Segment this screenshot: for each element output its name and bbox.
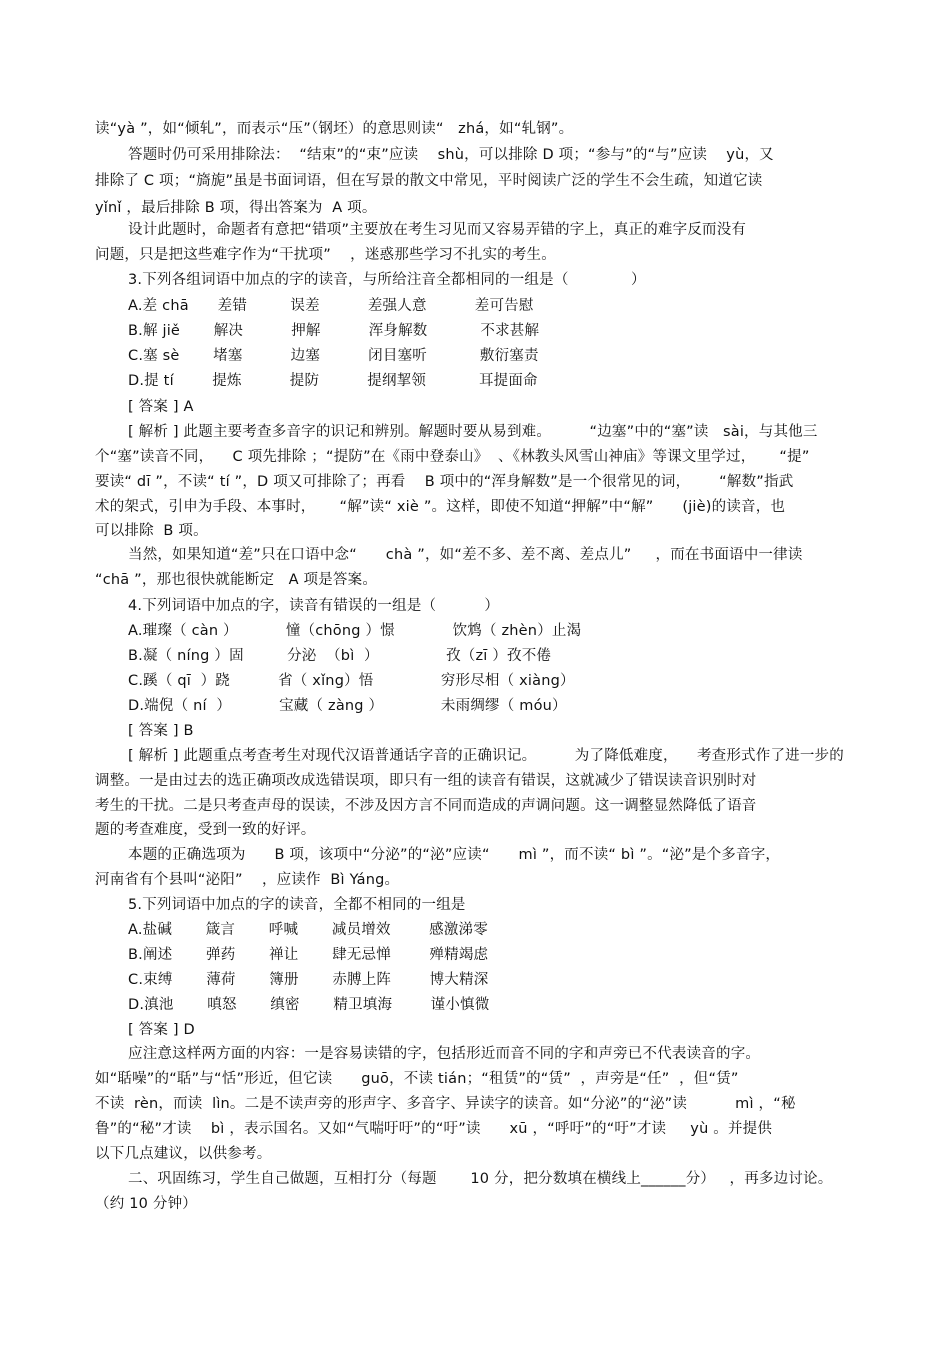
question-3-option-d: D.提 tí 提炼 提防 提纲挈领 耳提面命: [128, 373, 538, 389]
question-3-answer: [ 答案 ] A: [128, 399, 194, 415]
question-3-option-a: A.差 chā 差错 误差 差强人意 差可告慰: [128, 298, 534, 314]
text-line: “chā ”，那也很快就能断定 A 项是答案。: [95, 572, 378, 588]
text-line: 问题，只是把这些难字作为“干扰项” ，迷惑那些学习不扎实的考生。: [95, 247, 556, 263]
text-line: 河南省有个县叫“泌阳” ，应读作 Bì Yáng。: [95, 872, 400, 888]
text-line: 排除了 C 项；“旖旎”虽是书面词语，但在写景的散文中常见，平时阅读广泛的学生不会生疏，知道它读: [95, 173, 763, 189]
question-4-option-b: B.凝（ níng ）固 分泌 （bì ） 孜（zī ）孜不倦: [128, 648, 552, 664]
question-4-stem: 4.下列词语中加点的字，读音有错误的一组是（ ）: [128, 598, 500, 614]
text-line: 答题时仍可采用排除法： “结束”的“束”应读 shù，可以排除 D 项；“参与”的“与”应读 yù，又: [128, 147, 774, 163]
question-5-option-c: C.束缚 薄荷 簿册 赤膊上阵 博大精深: [128, 972, 489, 988]
text-line: 题的考查难度，受到一致的好评。: [95, 822, 316, 838]
section-heading: 二、巩固练习，学生自己做题，互相打分（每题 10 分，把分数填在横线上______分） ，再多边讨论。: [128, 1171, 833, 1187]
text-line: 要读“ dī ”，不读“ tí ”，D 项又可排除了；再看 B 项中的“浑身解数”是一个很常见的词， “解数”指武: [95, 474, 794, 490]
question-5-option-a: A.盐碱 箴言 呼喊 减员增效 感激涕零: [128, 922, 488, 938]
question-3-stem: 3.下列各组词语中加点的字的读音，与所给注音全都相同的一组是（ ）: [128, 272, 646, 288]
text-line: 考生的干扰。二是只考查声母的误读，不涉及因方言不同而造成的声调问题。这一调整显然降低了语音: [95, 798, 757, 814]
question-5-option-b: B.阐述 弹药 禅让 肆无忌惮 殚精竭虑: [128, 947, 489, 963]
text-line: 如“聒噪”的“聒”与“恬”形近，但它读 guō，不读 tián；“租赁”的“赁” ，声旁是“任” ，但“赁”: [95, 1071, 739, 1087]
text-line: 术的架式，引申为手段、本事时， “解”读“ xiè ”。这样，即使不知道“押解”中“解” (jiè)的读音，也: [95, 499, 786, 515]
question-5-stem: 5.下列词语中加点的字的读音，全都不相同的一组是: [128, 897, 466, 913]
text-line: 以下几点建议，以供参考。: [95, 1146, 272, 1162]
text-line: yǐnǐ ，最后排除 B 项，得出答案为 A 项。: [95, 200, 377, 216]
text-line: 设计此题时，命题者有意把“错项”主要放在考生习见而又容易弄错的字上，真正的难字反而没有: [128, 222, 747, 238]
question-5-answer: [ 答案 ] D: [128, 1022, 195, 1038]
text-line: 可以排除 B 项。: [95, 523, 208, 539]
text-line: [ 解析 ] 此题主要考查多音字的识记和辨别。解题时要从易到难。 “边塞”中的“塞”读 sài，与其他三: [128, 424, 818, 440]
text-line: 读“yà ”，如“倾轧”，而表示“压”（钢坯）的意思则读“ zhá，如“轧钢”。: [95, 121, 574, 137]
question-4-option-c: C.蹊（ qī ）跷 省（ xǐng）悟 穷形尽相（ xiàng）: [128, 673, 575, 689]
question-4-answer: [ 答案 ] B: [128, 723, 194, 739]
text-line: 应注意这样两方面的内容：一是容易读错的字，包括形近而音不同的字和声旁已不代表读音的字。: [128, 1046, 761, 1062]
text-line: 当然，如果知道“差”只在口语中念“ chà ”，如“差不多、差不离、差点儿” ，而在书面语中一律读: [128, 547, 803, 563]
question-3-option-c: C.塞 sè 堵塞 边塞 闭目塞听 敷衍塞责: [128, 348, 539, 364]
question-5-option-d: D.滇池 嗔怒 缜密 精卫填海 谨小慎微: [128, 997, 490, 1013]
text-line: 个“塞”读音不同， C 项先排除 ；“提防”在《雨中登泰山》 、《林教头风雪山神庙》等课文里学过， “提”: [95, 449, 810, 465]
question-3-option-b: B.解 jiě 解决 押解 浑身解数 不求甚解: [128, 323, 540, 339]
text-line: （约 10 分钟）: [95, 1196, 197, 1212]
text-line: 鲁”的“秘”才读 bì ，表示国名。又如“气喘吁吁”的“吁”读 xū ，“呼吁”的“吁”才读 yù 。并提供: [95, 1121, 773, 1137]
text-line: 不读 rèn，而读 lìn。二是不读声旁的形声字、多音字、异读字的读音。如“分泌”的“泌”读 mì ，“秘: [95, 1096, 796, 1112]
text-line: [ 解析 ] 此题重点考查考生对现代汉语普通话字音的正确识记。 为了降低难度， 考查形式作了进一步的: [128, 748, 844, 764]
text-line: 调整。一是由过去的选正确项改成选错误项，即只有一组的读音有错误，这就减少了错误读音识别时对: [95, 773, 757, 789]
question-4-option-a: A.璀璨（ càn ） 憧（chōng ）憬 饮鸩（ zhèn）止渴: [128, 623, 582, 639]
question-4-option-d: D.端倪（ ní ） 宝藏（ zàng ） 未雨绸缪（ móu）: [128, 698, 567, 714]
text-line: 本题的正确选项为 B 项，该项中“分泌”的“泌”应读“ mì ”，而不读“ bì ”。“泌”是个多音字，: [128, 847, 781, 863]
